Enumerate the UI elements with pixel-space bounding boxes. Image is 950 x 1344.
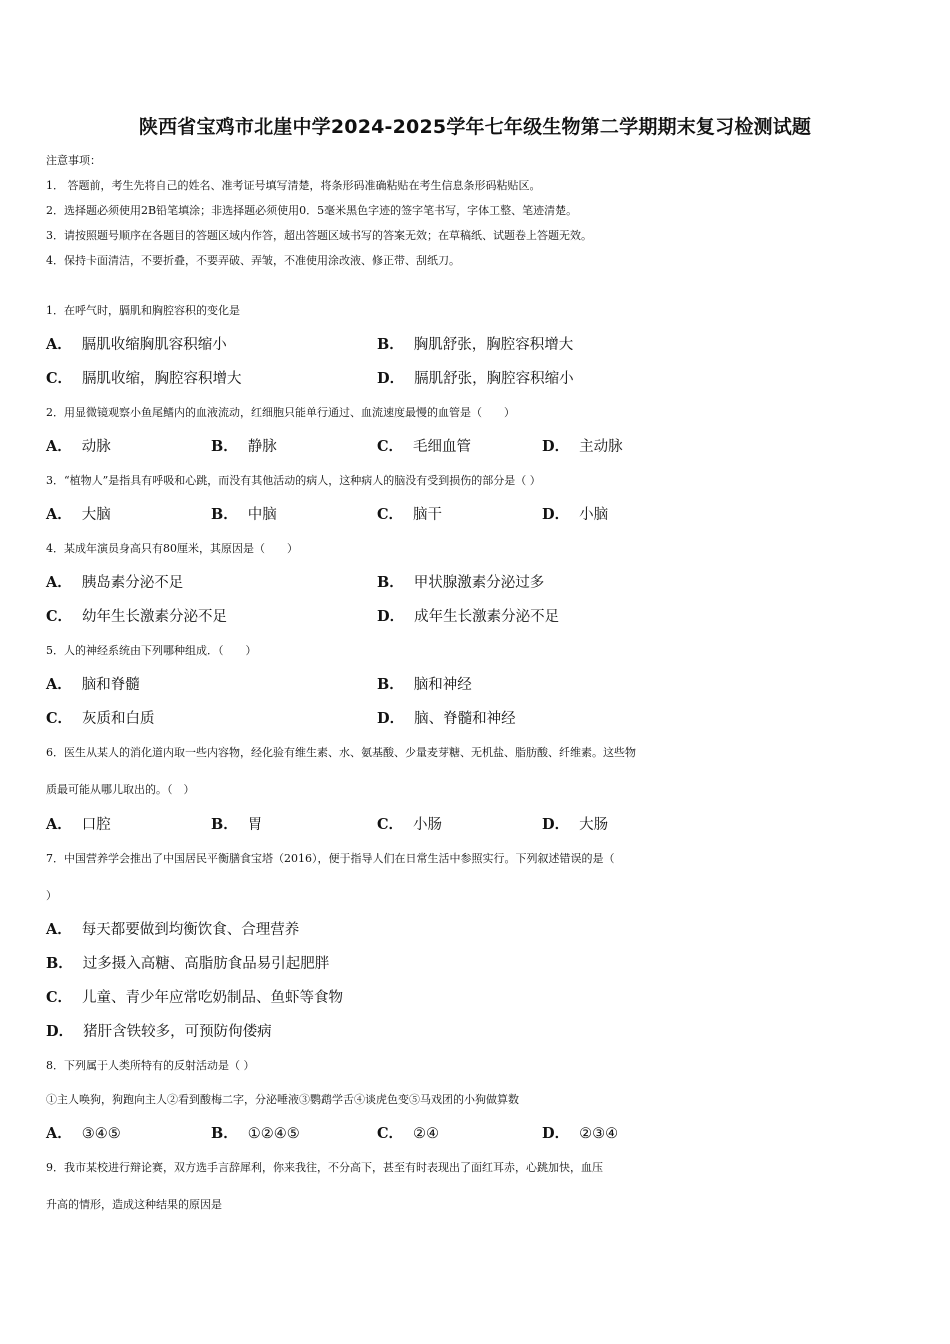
option-text: 甲状腺激素分泌过多 [413,575,545,591]
option-b [377,573,544,593]
option-d [46,1022,272,1042]
option-label: D． [377,710,405,727]
option-text: 胰岛素分泌不足 [81,575,184,591]
option-c [46,988,343,1008]
option-label: A． [46,816,72,833]
option-text: 过多摄入高糖、高脂肪食品易引起肥胖 [82,956,330,972]
option-d [542,815,608,835]
option-label: C． [46,989,73,1006]
option-label: B． [377,336,404,353]
question-stem: 5．人的神经系统由下列哪种组成．（ ） [46,644,257,657]
option-text: 脑和脊髓 [81,677,140,693]
option-text: 大肠 [579,817,609,833]
option-text: 口腔 [81,817,111,833]
question-stem: 7．中国营养学会推出了中国居民平衡膳食宝塔（2016），便于指导人们在日常生活中参照实行。下列叙述错误的是（ [46,852,615,865]
option-c [46,709,155,729]
option-label: A． [46,676,72,693]
question-stem-cont: 升高的情形，造成这种结果的原因是 [46,1198,222,1211]
option-text: 小肠 [413,817,443,833]
option-text: 静脉 [247,439,277,455]
option-d [542,505,608,525]
option-text: 猪肝含铁较多，可预防佝偻病 [83,1024,272,1040]
option-text: 脑和神经 [413,677,472,693]
option-label: C． [377,1125,404,1142]
option-text: 幼年生长激素分泌不足 [82,609,228,625]
notice-heading: 注意事项： [46,154,101,167]
option-label: D． [542,506,570,523]
option-a [46,920,299,940]
option-label: C． [377,816,404,833]
option-text: 儿童、青少年应常吃奶制品、鱼虾等食物 [82,990,344,1006]
option-label: D． [542,1125,570,1142]
option-label: C． [46,608,73,625]
option-a [46,335,227,355]
option-label: A． [46,506,72,523]
option-text: 膈肌舒张，胸腔容积缩小 [414,371,574,387]
option-text: 每天都要做到均衡饮食、合理营养 [81,922,300,938]
option-text: 成年生长激素分泌不足 [414,609,560,625]
page-title: 陕西省宝鸡市北崖中学2024-2025学年七年级生物第二学期期末复习检测试题 [138,116,812,138]
option-text: 灰质和白质 [82,711,155,727]
question-stem-cont: 质最可能从哪儿取出的。（ ） [46,783,195,796]
notice-item: 3．请按照题号顺序在各题目的答题区域内作答，超出答题区域书写的答案无效；在草稿纸、试题卷上答题无效。 [46,229,592,242]
option-label: A． [46,336,72,353]
question-stem: 6．医生从某人的消化道内取一些内容物，经化验有维生素、水、氨基酸、少量麦芽糖、无机盐、脂肪酸、纤维素。这些物 [46,746,636,759]
option-d [542,437,623,457]
question-stem: 1．在呼气时，膈肌和胸腔容积的变化是 [46,304,240,317]
option-d [377,709,516,729]
option-b [377,335,573,355]
option-label: A． [46,1125,72,1142]
option-label: B． [377,574,404,591]
option-a [46,437,111,457]
option-text: 动脉 [81,439,111,455]
option-text: 脑干 [413,507,443,523]
option-text: 主动脉 [579,439,623,455]
option-a [46,815,111,835]
option-label: A． [46,921,72,938]
option-c [377,1124,439,1144]
option-c [377,815,442,835]
question-stem: 8．下列属于人类所特有的反射活动是（ ） [46,1059,255,1072]
option-label: C． [46,370,73,387]
option-b [377,675,472,695]
option-text: 脑、脊髓和神经 [414,711,516,727]
option-a [46,505,111,525]
notice-item: 2．选择题必须使用2B铅笔填涂；非选择题必须使用0．5毫米黑色字迹的签字笔书写，字体工整、笔迹清楚。 [46,204,578,217]
question-stem-cont: ①主人唤狗，狗跑向主人②看到酸梅二字，分泌唾液③鹦鹉学舌④谈虎色变⑤马戏团的小狗做算数 [46,1093,519,1106]
option-c [46,369,242,389]
question-stem: 3．“植物人”是指具有呼吸和心跳，而没有其他活动的病人，这种病人的脑没有受到损伤的部分是（ ） [46,474,541,487]
option-a [46,675,140,695]
option-label: B． [211,1125,238,1142]
option-label: C． [377,506,404,523]
option-label: A． [46,574,72,591]
option-text: 小脑 [579,507,609,523]
option-b [46,954,329,974]
notice-item: 1． 答题前，考生先将自己的姓名、准考证号填写清楚，将条形码准确粘贴在考生信息条形码粘贴区。 [46,179,541,192]
option-label: D． [46,1023,74,1040]
option-text: ③④⑤ [81,1126,121,1142]
option-b [211,505,277,525]
option-text: ②④ [413,1126,440,1142]
option-text: 膈肌收缩胸肌容积缩小 [81,337,227,353]
option-label: B． [211,506,238,523]
option-label: C． [46,710,73,727]
option-text: 胸肌舒张，胸腔容积增大 [413,337,574,353]
option-label: B． [377,676,404,693]
question-stem: 4．某成年演员身高只有80厘米，其原因是（ ） [46,542,298,555]
option-a [46,1124,121,1144]
option-text: 胃 [247,817,263,833]
option-label: D． [542,438,570,455]
question-stem: 2．用显微镜观察小鱼尾鳍内的血液流动，红细胞只能单行通过、血流速度最慢的血管是（ ） [46,406,515,419]
option-c [377,505,442,525]
option-c [377,437,471,457]
option-text: 中脑 [247,507,277,523]
option-label: B． [211,438,238,455]
option-label: D． [542,816,570,833]
option-a [46,573,183,593]
option-text: ①②④⑤ [247,1126,300,1142]
option-text: 大脑 [81,507,111,523]
option-label: B． [46,955,73,972]
question-stem-cont: ） [46,889,57,902]
option-label: A． [46,438,72,455]
option-label: B． [211,816,238,833]
option-c [46,607,227,627]
option-b [211,815,262,835]
option-label: C． [377,438,404,455]
question-stem: 9．我市某校进行辩论赛，双方选手言辞犀利，你来我往，不分高下，甚至有时表现出了面红耳赤，心跳加快，血压 [46,1161,603,1174]
option-d [377,369,574,389]
notice-item: 4．保持卡面清洁，不要折叠，不要弄破、弄皱，不准使用涂改液、修正带、刮纸刀。 [46,254,460,267]
option-d [542,1124,618,1144]
option-label: D． [377,370,405,387]
option-b [211,437,277,457]
option-d [377,607,559,627]
option-text: 毛细血管 [413,439,472,455]
option-text: ②③④ [579,1126,619,1142]
option-b [211,1124,300,1144]
option-text: 膈肌收缩，胸腔容积增大 [82,371,242,387]
option-label: D． [377,608,405,625]
